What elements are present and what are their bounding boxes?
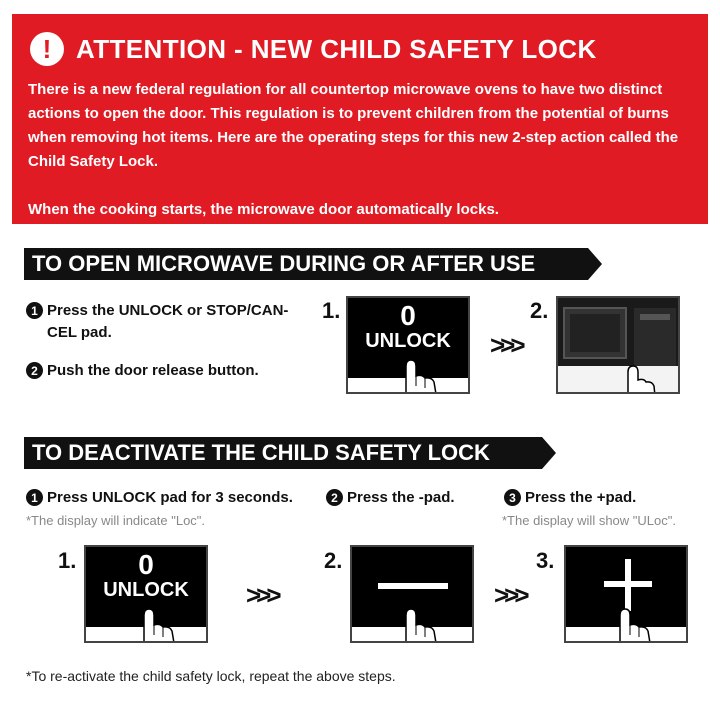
panel-label: 3. [536,548,555,573]
unlock-pad-panel [346,296,470,394]
header-body: There is a new federal regulation for all countertop microwave ovens to have two distinct actions to open the door. This regulation is to prevent children from the potential of burns when removing hot items. Here are the operating steps for this new 2-step action called the Child Safety Lock. [28,81,679,170]
step-text: Press the +pad. [525,489,637,506]
pointing-finger-icon [606,599,654,643]
minus-pad-panel [350,545,474,643]
header-title-row [30,32,597,66]
pointing-finger-icon [392,350,440,394]
step-number: 1 [26,302,43,319]
panel-label: 2. [530,298,549,323]
deactivate-step-2 [326,487,455,509]
deactivate-step-1 [26,487,293,509]
plus-pad-panel [564,545,688,643]
arrow-icon: >>> [494,580,525,610]
step-text: Press UNLOCK pad for 3 seconds. [47,489,293,506]
step-3-note: *The display will show "ULoc". [502,513,676,528]
pointing-finger-icon [392,599,440,643]
open-step-2 [26,360,316,382]
deactivate-step-3 [504,487,636,509]
step-number: 2 [26,362,43,379]
microwave-door-panel [556,296,680,394]
microwave-icon [558,298,680,394]
arrow-icon: >>> [490,330,521,360]
step-number: 2 [326,489,343,506]
display-digit: 0 [400,300,416,331]
step-text: Push the door release button. [47,362,259,379]
step-number: 1 [26,489,43,506]
attention-header [12,14,708,224]
header-note: When the cooking starts, the microwave door automatically locks. [28,201,499,218]
pointing-finger-icon [130,599,178,643]
arrow-icon: >>> [246,580,277,610]
footnote: *To re-activate the child safety lock, repeat the above steps. [26,668,396,684]
exclamation-icon: ! [30,32,64,66]
panel-label: 2. [324,548,343,573]
step-number: 3 [504,489,521,506]
display-digit: 0 [138,549,154,580]
step-text: Press the -pad. [347,489,455,506]
step-text: Press the UNLOCK or STOP/CAN-CEL pad. [47,302,289,341]
unlock-label: UNLOCK [103,579,189,601]
step-1-note: *The display will indicate "Loc". [26,513,206,528]
unlock-pad-panel [84,545,208,643]
open-step-1 [26,300,316,344]
deactivate-section-banner: TO DEACTIVATE THE CHILD SAFETY LOCK [24,437,542,469]
open-section-banner: TO OPEN MICROWAVE DURING OR AFTER USE [24,248,588,280]
panel-label: 1. [322,298,341,323]
unlock-label: UNLOCK [365,330,451,352]
panel-label: 1. [58,548,77,573]
header-title: ATTENTION - NEW CHILD SAFETY LOCK [76,33,597,64]
minus-icon [378,583,448,589]
